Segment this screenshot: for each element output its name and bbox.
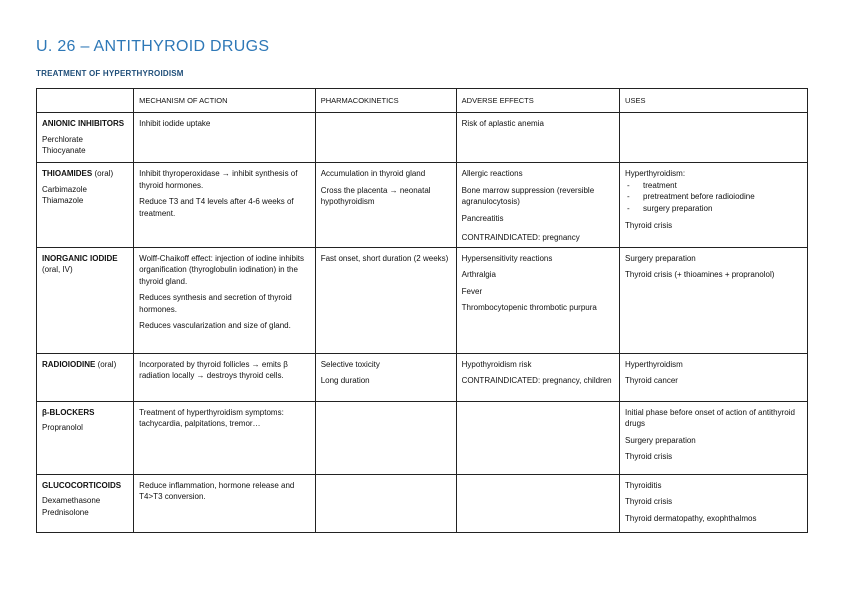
adverse-effect-text: CONTRAINDICATED: pregnancy [461, 233, 580, 242]
header-cell-empty [37, 89, 134, 113]
section-subtitle: TREATMENT OF HYPERTHYROIDISM [36, 69, 184, 78]
table-row [37, 247, 808, 353]
mechanism-text: Wolff-Chaikoff effect: injection of iodine inhibits organification (thyroglobulin iodination) in the thyroid gland. [139, 253, 305, 286]
list-item: - treatment [625, 180, 803, 192]
drug-class-note: (oral, IV) [42, 265, 73, 274]
adverse-effects-cell [456, 247, 619, 353]
mechanism-cell [134, 247, 316, 353]
adverse-effects-cell [456, 401, 619, 474]
table-row [37, 163, 808, 248]
adverse-effect-text: Hypothyroidism risk [461, 359, 532, 369]
mechanism-text: Reduces vascularization and size of gland. [139, 321, 291, 330]
drug-class-cell [37, 401, 134, 474]
mechanism-cell [134, 353, 316, 401]
uses-text: Thyroid crisis [625, 452, 673, 461]
uses-cell [620, 474, 808, 532]
pharmacokinetics-cell [315, 113, 456, 163]
mechanism-text: Reduce inflammation, hormone release and T4>T3 conversion. [139, 480, 295, 501]
drug-class-name: β-BLOCKERS [42, 407, 95, 417]
adverse-effect-text: Fever [461, 286, 483, 296]
pk-text: Selective toxicity [320, 359, 380, 369]
uses-text: Hyperthyroidism [625, 359, 683, 369]
header-cell-mechanism: MECHANISM OF ACTION [134, 89, 316, 113]
uses-text: Initial phase before onset of action of antithyroid drugs [625, 407, 795, 428]
mechanism-text: Reduces synthesis and secretion of thyroid hormones. [139, 293, 292, 314]
drug-name: Thiocyanate [42, 146, 86, 155]
drug-class-name: GLUCOCORTICOIDS [42, 480, 122, 490]
drug-class-cell [37, 163, 134, 248]
drug-name: Dexamethasone [42, 496, 101, 505]
adverse-effect-text: Bone marrow suppression (reversible agranulocytosis) [461, 185, 595, 206]
mechanism-text: Treatment of hyperthyroidism symptoms: tachycardia, palpitations, tremor… [139, 407, 284, 428]
adverse-effect-text: Hypersensitivity reactions [461, 253, 553, 263]
adverse-effect-text: Pancreatitis [461, 213, 504, 223]
table-header-row [37, 89, 808, 113]
pharmacokinetics-cell [315, 474, 456, 532]
mechanism-text: Incorporated by thyroid follicles → emits β radiation locally → destroys thyroid cells. [139, 359, 288, 380]
drug-name: Carbimazole [42, 184, 87, 194]
uses-cell [620, 163, 808, 248]
uses-text: Surgery preparation [625, 435, 696, 445]
pk-text: Accumulation in thyroid gland [320, 169, 426, 178]
list-item: - surgery preparation [625, 203, 803, 215]
uses-text: Thyroiditis [625, 480, 662, 490]
uses-text: Thyroid crisis [625, 221, 673, 230]
uses-text: Thyroid crisis (+ thioamines + propranolol) [625, 270, 775, 279]
uses-text: Thyroid cancer [625, 376, 678, 385]
mechanism-cell [134, 401, 316, 474]
pharmacokinetics-cell [315, 163, 456, 248]
table-row [37, 474, 808, 532]
uses-cell [620, 247, 808, 353]
uses-text: Thyroid dermatopathy, exophthalmos [625, 513, 757, 523]
uses-heading: Hyperthyroidism: [625, 169, 686, 178]
uses-cell [620, 113, 808, 163]
drug-name: Perchlorate [42, 134, 83, 144]
pk-text: Fast onset, short duration (2 weeks) [320, 253, 449, 263]
mechanism-text: Reduce T3 and T4 levels after 4-6 weeks of treatment. [139, 197, 294, 218]
drug-name: Thiamazole [42, 196, 84, 205]
header-cell-adverse-effects: ADVERSE EFFECTS [456, 89, 619, 113]
uses-text: Thyroid crisis [625, 497, 673, 506]
mechanism-text: Inhibit iodide uptake [139, 119, 211, 128]
table-row [37, 401, 808, 474]
adverse-effect-text: Risk of aplastic anemia [461, 119, 544, 128]
adverse-effect-text: CONTRAINDICATED: pregnancy, children [461, 376, 612, 385]
adverse-effects-cell [456, 353, 619, 401]
adverse-effect-text: Thrombocytopenic thrombotic purpura [461, 303, 597, 312]
drugs-table [36, 88, 808, 533]
pharmacokinetics-cell [315, 353, 456, 401]
uses-bullet-list [625, 180, 803, 215]
adverse-effect-text: Allergic reactions [461, 169, 523, 178]
drug-class-name: ANIONIC INHIBITORS [42, 119, 125, 128]
table-row [37, 353, 808, 401]
adverse-effects-cell [456, 474, 619, 532]
drug-class-name: THIOAMIDES (oral) [42, 169, 114, 178]
drug-class-cell [37, 113, 134, 163]
pk-text: Long duration [320, 376, 370, 385]
drug-class-name: INORGANIC IODIDE [42, 253, 118, 263]
page-title: U. 26 – ANTITHYROID DRUGS [36, 38, 270, 55]
table-row [37, 113, 808, 163]
mechanism-cell [134, 163, 316, 248]
uses-cell [620, 353, 808, 401]
list-item: - pretreatment before radioiodine [625, 191, 803, 203]
drug-class-name: RADIOIODINE (oral) [42, 359, 117, 369]
drug-class-cell [37, 247, 134, 353]
adverse-effect-text: Arthralgia [461, 270, 496, 279]
mechanism-cell [134, 474, 316, 532]
drug-class-cell [37, 353, 134, 401]
drug-name: Propranolol [42, 423, 83, 432]
mechanism-text: Inhibit thyroperoxidase → inhibit synthesis of thyroid hormones. [139, 169, 298, 190]
uses-text: Surgery preparation [625, 253, 696, 263]
pharmacokinetics-cell [315, 401, 456, 474]
header-cell-uses: USES [620, 89, 808, 113]
uses-cell [620, 401, 808, 474]
pk-text: Cross the placenta → neonatal hypothyroidism [320, 185, 431, 206]
adverse-effects-cell [456, 113, 619, 163]
adverse-effects-cell [456, 163, 619, 248]
drug-name: Prednisolone [42, 507, 89, 517]
header-cell-pharmacokinetics: PHARMACOKINETICS [315, 89, 456, 113]
drug-class-cell [37, 474, 134, 532]
mechanism-cell [134, 113, 316, 163]
pharmacokinetics-cell [315, 247, 456, 353]
